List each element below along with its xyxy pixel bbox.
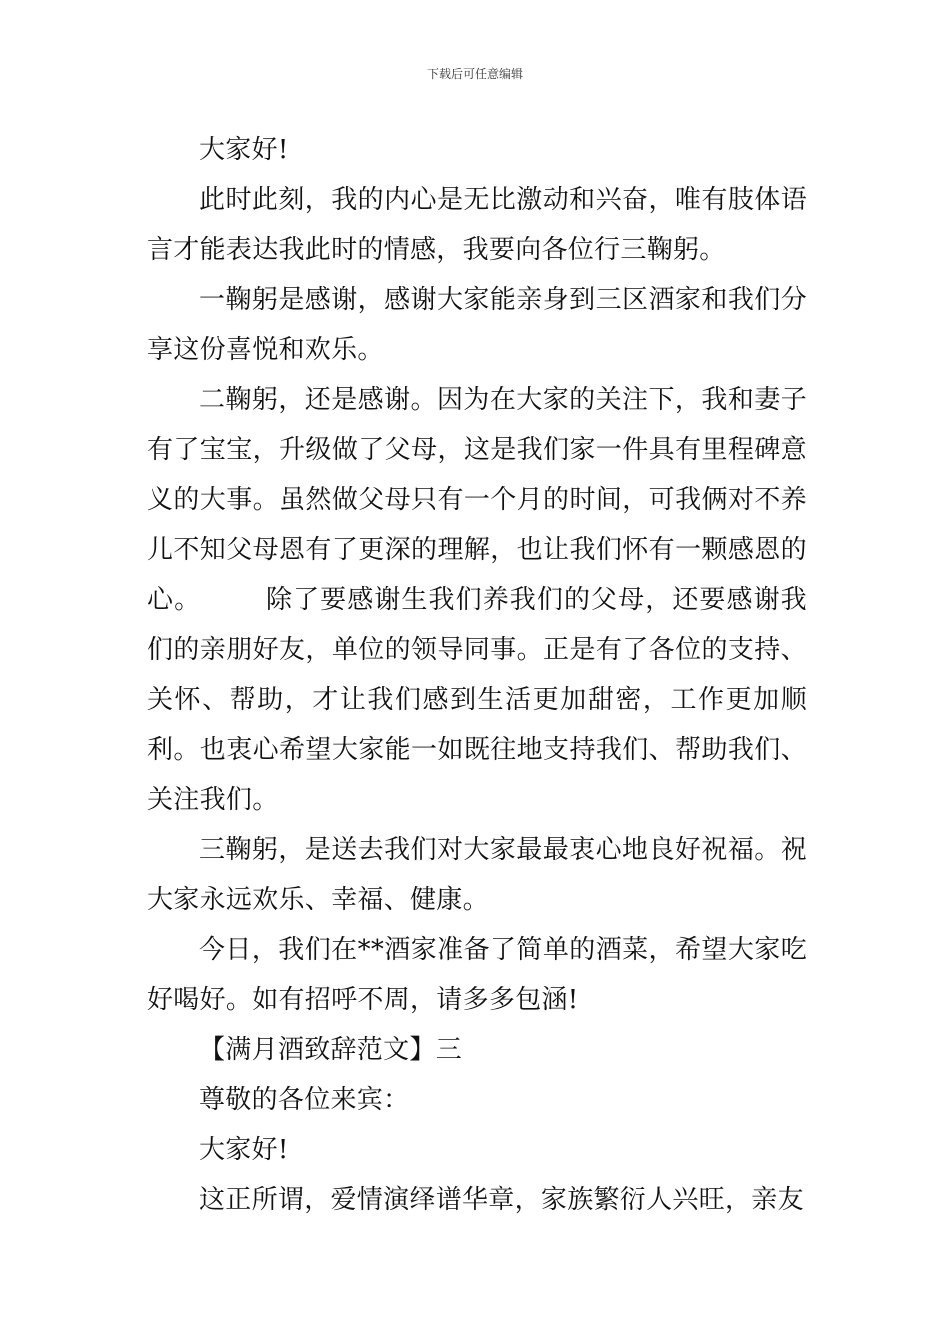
paragraph-salutation: 尊敬的各位来宾： (199, 1085, 410, 1115)
paragraph-emotion: 此时此刻，我的内心是无比激动和兴奋，唯有肢体语言才能表达我此时的情感，我要向各位行三鞠躬。 (147, 185, 807, 265)
paragraph-banquet: 今日，我们在**酒家准备了简单的酒菜，希望大家吃好喝好。如有招呼不周，请多多包涵! (147, 935, 807, 1015)
paragraph-thanks-parents: 除了要感谢生我们养我们的父母，还要感谢我们的亲朋好友，单位的领导同事。正是有了各位的支持、关怀、帮助，才让我们感到生活更加甜密，工作更加顺利。也衷心希望大家能一如既往地支持我们、帮助我们、关注我们。 (147, 585, 807, 815)
section-heading: 【满月酒致辞范文】三 (199, 1035, 463, 1065)
document-body (147, 125, 807, 1225)
paragraph-third-bow: 三鞠躬，是送去我们对大家最最衷心地良好祝福。祝大家永远欢乐、幸福、健康。 (147, 835, 807, 915)
header-text: 下载后可任意编辑 (426, 67, 523, 81)
paragraph-greeting: 大家好! (199, 135, 289, 165)
paragraph-opening: 这正所谓，爱情演绎谱华章，家族繁衍人兴旺，亲友 (199, 1185, 804, 1215)
page-header (0, 66, 950, 82)
paragraph-first-bow: 一鞠躬是感谢，感谢大家能亲身到三区酒家和我们分享这份喜悦和欢乐。 (147, 285, 807, 365)
paragraph-second-bow (147, 375, 807, 825)
paragraph-second-bow-text: 二鞠躬，还是感谢。因为在大家的关注下，我和妻子有了宝宝，升级做了父母，这是我们家一件具有里程碑意义的大事。虽然做父母只有一个月的时间，可我俩对不养儿不知父母恩有了更深的理解，也让我们怀有一颗感恩的心。 (147, 385, 807, 615)
paragraph-greeting-2: 大家好! (199, 1135, 289, 1165)
